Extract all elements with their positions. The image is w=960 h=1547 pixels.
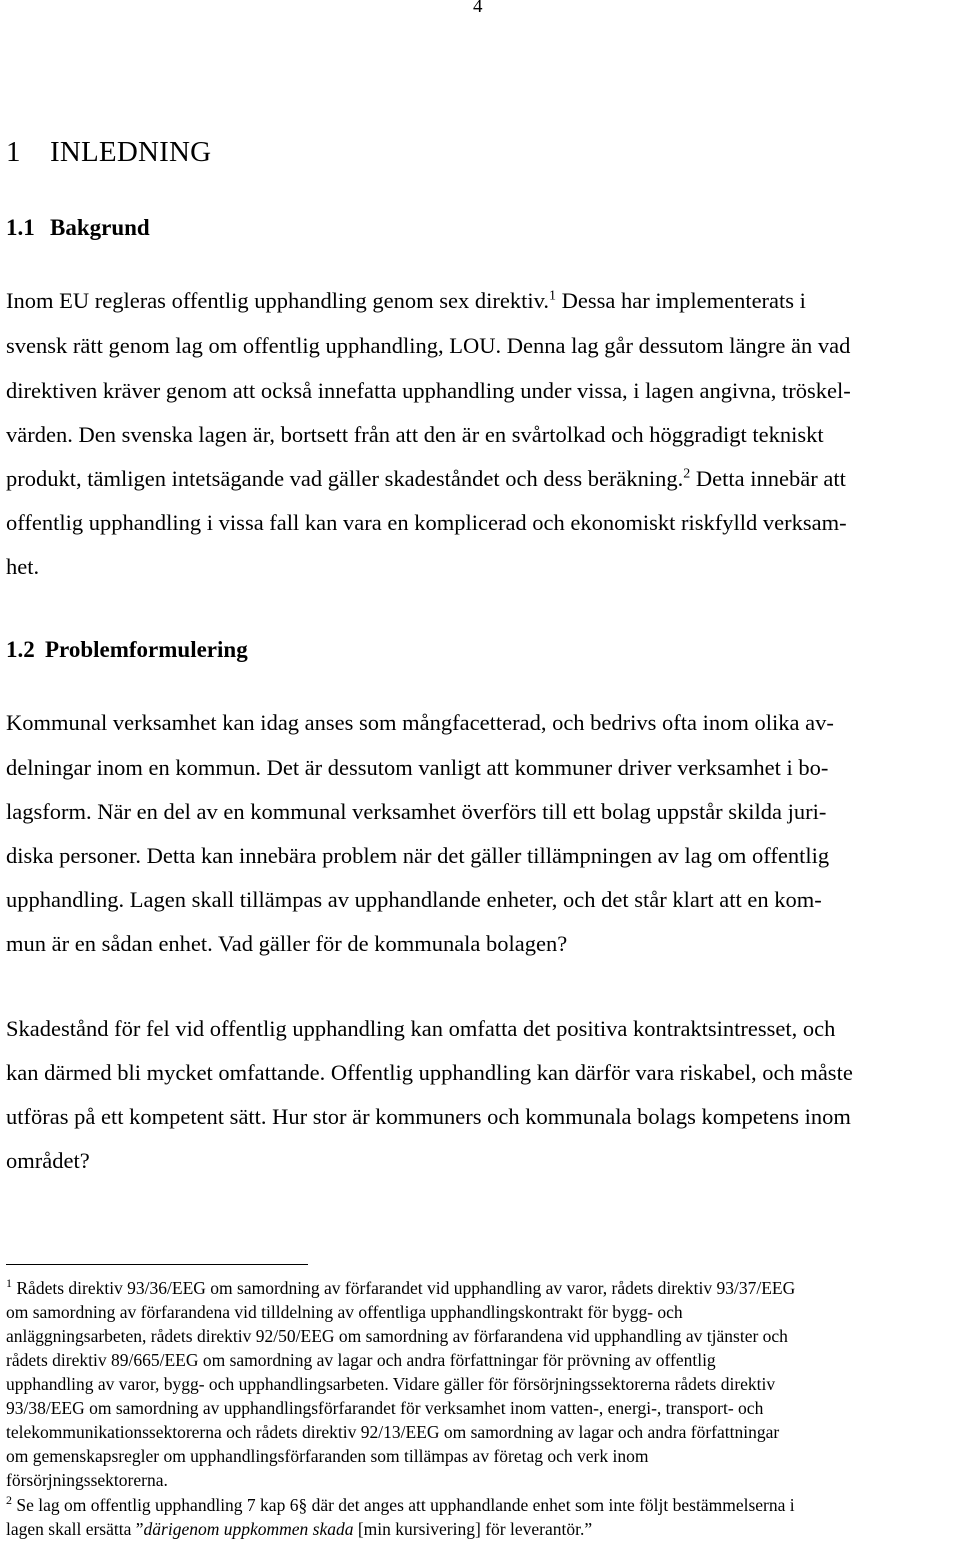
paragraph-line: het.: [6, 554, 40, 579]
section-heading-bakgrund: [6, 215, 150, 241]
paragraph-line: området?: [6, 1148, 90, 1173]
paragraph-line: upphandling. Lagen skall tillämpas av upphandlande enheter, och det står klart att en kom-: [6, 887, 822, 912]
paragraph-line: direktiven kräver genom att också innefatta upphandling under vissa, i lagen angivna, tröskel-: [6, 378, 851, 403]
footnote-1-line: anläggningsarbeten, rådets direktiv 92/50/EEG om samordning av förfarandena vid upphandling av tjänster och: [6, 1326, 788, 1346]
text-run: [min kursivering] för leverantör.”: [353, 1519, 593, 1539]
paragraph-line: utföras på ett kompetent sätt. Hur stor är kommuners och kommunala bolags kompetens inom: [6, 1104, 851, 1129]
paragraph-line: Skadestånd för fel vid offentlig upphandling kan omfatta det positiva kontraktsintresset, och: [6, 1016, 836, 1041]
chapter-heading: [6, 136, 211, 169]
footnote-1-line: 93/38/EEG om samordning av upphandlingsförfarandet för verksamhet inom vatten-, energi-, transport- och: [6, 1398, 764, 1418]
paragraph-line: delningar inom en kommun. Det är dessutom vanligt att kommuner driver verksamhet i bo-: [6, 755, 829, 780]
section-title: Problemformulering: [45, 637, 248, 662]
text-run: Rådets direktiv 93/36/EEG om samordning av förfarandet vid upphandling av varor, rådets direktiv 93/37/EEG: [12, 1278, 796, 1298]
text-run: Inom EU regleras offentlig upphandling genom sex direktiv.: [6, 288, 549, 313]
text-run: Se lag om offentlig upphandling 7 kap 6§ där det anges att upphandlande enhet som inte följt bestämmelserna i: [12, 1495, 795, 1515]
footnote-1-line: försörjningssektorerna.: [6, 1470, 168, 1490]
paragraph-line: kan därmed bli mycket omfattande. Offentlig upphandling kan därför vara riskabel, och måste: [6, 1060, 853, 1085]
footnote-2-line: [6, 1519, 592, 1540]
paragraph-line: lagsform. När en del av en kommunal verksamhet överförs till ett bolag uppstår skilda juri-: [6, 799, 827, 824]
paragraph-line: mun är en sådan enhet. Vad gäller för de kommunala bolagen?: [6, 931, 568, 956]
footnote-2-marker: 2: [6, 1493, 12, 1508]
footnote-1-line: upphandling av varor, bygg- och upphandlingsarbeten. Vidare gäller för försörjningssektorerna rådets direktiv: [6, 1374, 776, 1394]
footnote-1-line: telekommunikationssektorerna och rådets direktiv 92/13/EEG om samordning av lagar och andra författningar: [6, 1422, 780, 1442]
footnote-1-line: [6, 1278, 795, 1299]
footnote-ref-2[interactable]: 2: [683, 466, 691, 482]
chapter-title: INLEDNING: [50, 136, 212, 168]
text-run: Detta innebär att: [690, 466, 846, 491]
text-run: Dessa har implementerats i: [556, 288, 806, 313]
section-number: 1.1: [6, 215, 35, 240]
paragraph-line: [6, 466, 846, 492]
footnote-1-line: rådets direktiv 89/665/EEG om samordning av lagar och andra författningar för prövning av offentlig: [6, 1350, 716, 1370]
section-heading-problemformulering: [6, 637, 248, 663]
footnote-1-line: om gemenskapsregler om upphandlingsförfaranden som tillämpas av företag och verk inom: [6, 1446, 649, 1466]
page-number: 4: [473, 0, 483, 17]
paragraph-line: [6, 288, 806, 314]
footnote-2-line: [6, 1495, 795, 1516]
italic-text-run: därigenom uppkommen skada: [143, 1519, 354, 1539]
section-number: 1.2: [6, 637, 35, 662]
paragraph-line: Kommunal verksamhet kan idag anses som mångfacetterad, och bedrivs ofta inom olika av-: [6, 710, 834, 735]
footnote-1-marker: 1: [6, 1276, 12, 1291]
footnote-1-line: om samordning av förfarandena vid tilldelning av offentliga upphandlingskontrakt för bygg- och: [6, 1302, 683, 1322]
paragraph-line: diska personer. Detta kan innebära problem när det gäller tillämpningen av lag om offentlig: [6, 843, 830, 868]
chapter-number: 1: [6, 136, 21, 168]
section-title: Bakgrund: [50, 215, 150, 240]
paragraph-line: svensk rätt genom lag om offentlig upphandling, LOU. Denna lag går dessutom längre än vad: [6, 333, 851, 358]
footnote-ref-1[interactable]: 1: [549, 288, 556, 304]
paragraph-line: offentlig upphandling i vissa fall kan vara en komplicerad och ekonomiskt riskfylld verksam-: [6, 510, 847, 535]
paragraph-line: värden. Den svenska lagen är, bortsett från att den är en svårtolkad och höggradigt tekniskt: [6, 422, 824, 447]
text-run: produkt, tämligen intetsägande vad gäller skadeståndet och dess beräkning.: [6, 466, 684, 491]
footnote-separator: [6, 1264, 308, 1265]
text-run: lagen skall ersätta ”: [6, 1519, 144, 1539]
